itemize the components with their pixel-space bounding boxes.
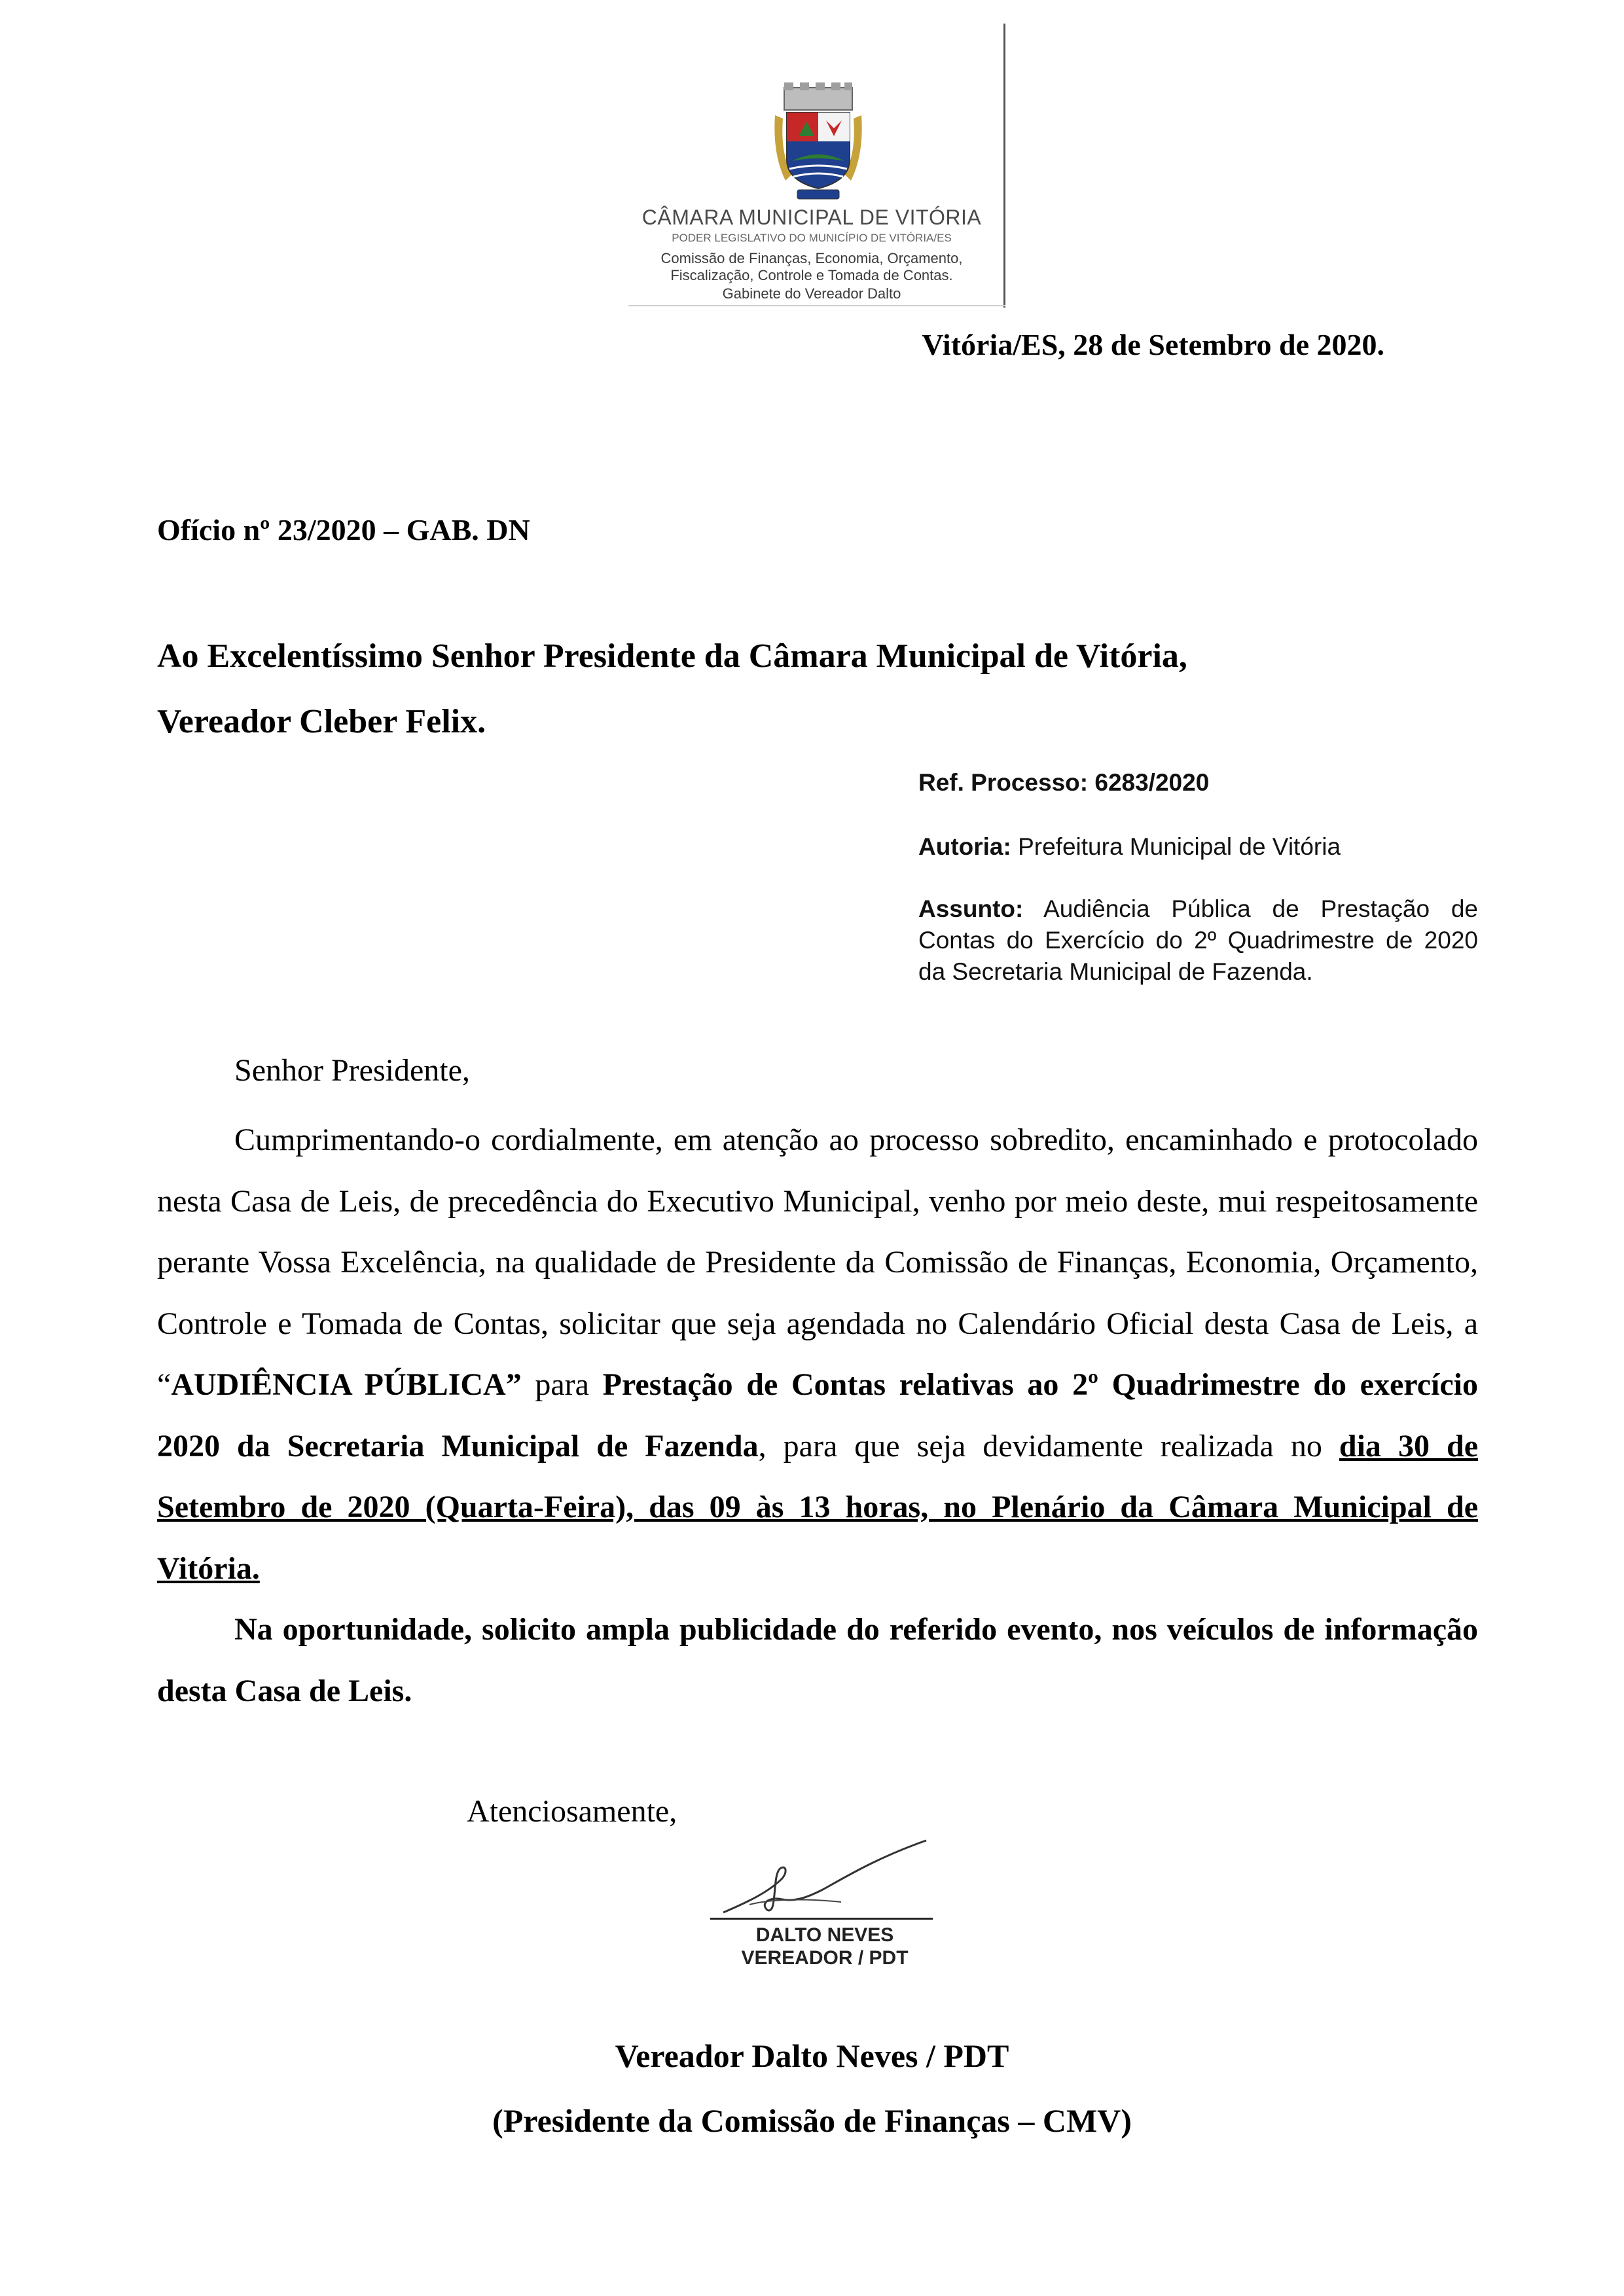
reference-process: Ref. Processo: 6283/2020 (918, 769, 1210, 796)
signatory-name: Vereador Dalto Neves / PDT (615, 2037, 1009, 2074)
letterhead-divider (1003, 24, 1005, 308)
letter-body (157, 1109, 1478, 1721)
reference-authorship-label: Autoria: (918, 833, 1011, 860)
salutation: Senhor Presidente, (234, 1053, 470, 1088)
stamp-name: DALTO NEVES (755, 1924, 894, 1946)
letterhead-committee-line2: Fiscalização, Controle e Tomada de Contas. (670, 267, 953, 283)
closing: Atenciosamente, (467, 1794, 677, 1829)
document-number: Ofício nº 23/2020 – GAB. DN (157, 513, 530, 547)
letterhead-underline (628, 305, 1005, 306)
signatory-role: (Presidente da Comissão de Finanças – CMV) (492, 2102, 1132, 2139)
letterhead-committee-line1: Comissão de Finanças, Economia, Orçamento, (660, 250, 963, 266)
handwritten-signature-icon (710, 1839, 946, 1921)
letterhead (628, 24, 1008, 308)
body-paragraph-2: Na oportunidade, solicito ampla publicidade do referido evento, nos veículos de informação desta Casa de Leis. (157, 1612, 1478, 1708)
reference-subject (918, 893, 1478, 988)
body-p1-connector: para (521, 1367, 603, 1402)
reference-subject-label: Assunto: (918, 895, 1024, 922)
addressee-line1: Ao Excelentíssimo Senhor Presidente da Câmara Municipal de Vitória, (157, 637, 1187, 675)
coat-of-arms-icon (772, 82, 864, 200)
letterhead-legislative-power: PODER LEGISLATIVO DO MUNICÍPIO DE VITÓRIA/ES (672, 232, 952, 244)
date-line: Vitória/ES, 28 de Setembro de 2020. (922, 328, 1384, 361)
body-p1-schedule: dia 30 de Setembro de 2020 (Quarta-Feira), das 09 às 13 horas, no Plenário da Câmara Municipal de Vitória. (157, 1428, 1478, 1586)
body-p1-text: Cumprimentando-o cordialmente, em atenção ao processo sobredito, encaminhado e protocolado nesta Casa de Leis, de precedência do Executivo Municipal, venho por meio deste, mui respeitosamente perante Vossa Excelência, na qualidade de Presidente da Comissão de Finanças, Economia, Orçamento, Controle e Tomada de Contas, solicitar que seja agendada no Calendário Oficial desta Casa de Leis, a “ (157, 1122, 1478, 1402)
letterhead-office: Gabinete do Vereador Dalto (722, 285, 901, 302)
body-p1-text2: , para que seja devidamente realizada no (758, 1428, 1339, 1463)
addressee-line2: Vereador Cleber Felix. (157, 703, 486, 740)
body-paragraph-1 (157, 1109, 1478, 1599)
reference-subject-value: Audiência Pública de Prestação de Contas do Exercício do 2º Quadrimestre de 2020 da Secretaria Municipal de Fazenda. (918, 895, 1478, 985)
signature-line (710, 1918, 933, 1920)
body-p1-event: AUDIÊNCIA PÚBLICA” (171, 1367, 522, 1402)
reference-authorship (918, 831, 1478, 863)
letterhead-chamber-name: CÂMARA MUNICIPAL DE VITÓRIA (641, 206, 982, 229)
stamp-title: VEREADOR / PDT (741, 1947, 909, 1969)
signature-stamp (710, 1839, 946, 1970)
body-p1-subject: Prestação de Contas relativas ao 2º Quadrimestre do exercício 2020 da Secretaria Municipal de Fazenda (157, 1367, 1479, 1463)
reference-authorship-value: Prefeitura Municipal de Vitória (1018, 833, 1341, 860)
